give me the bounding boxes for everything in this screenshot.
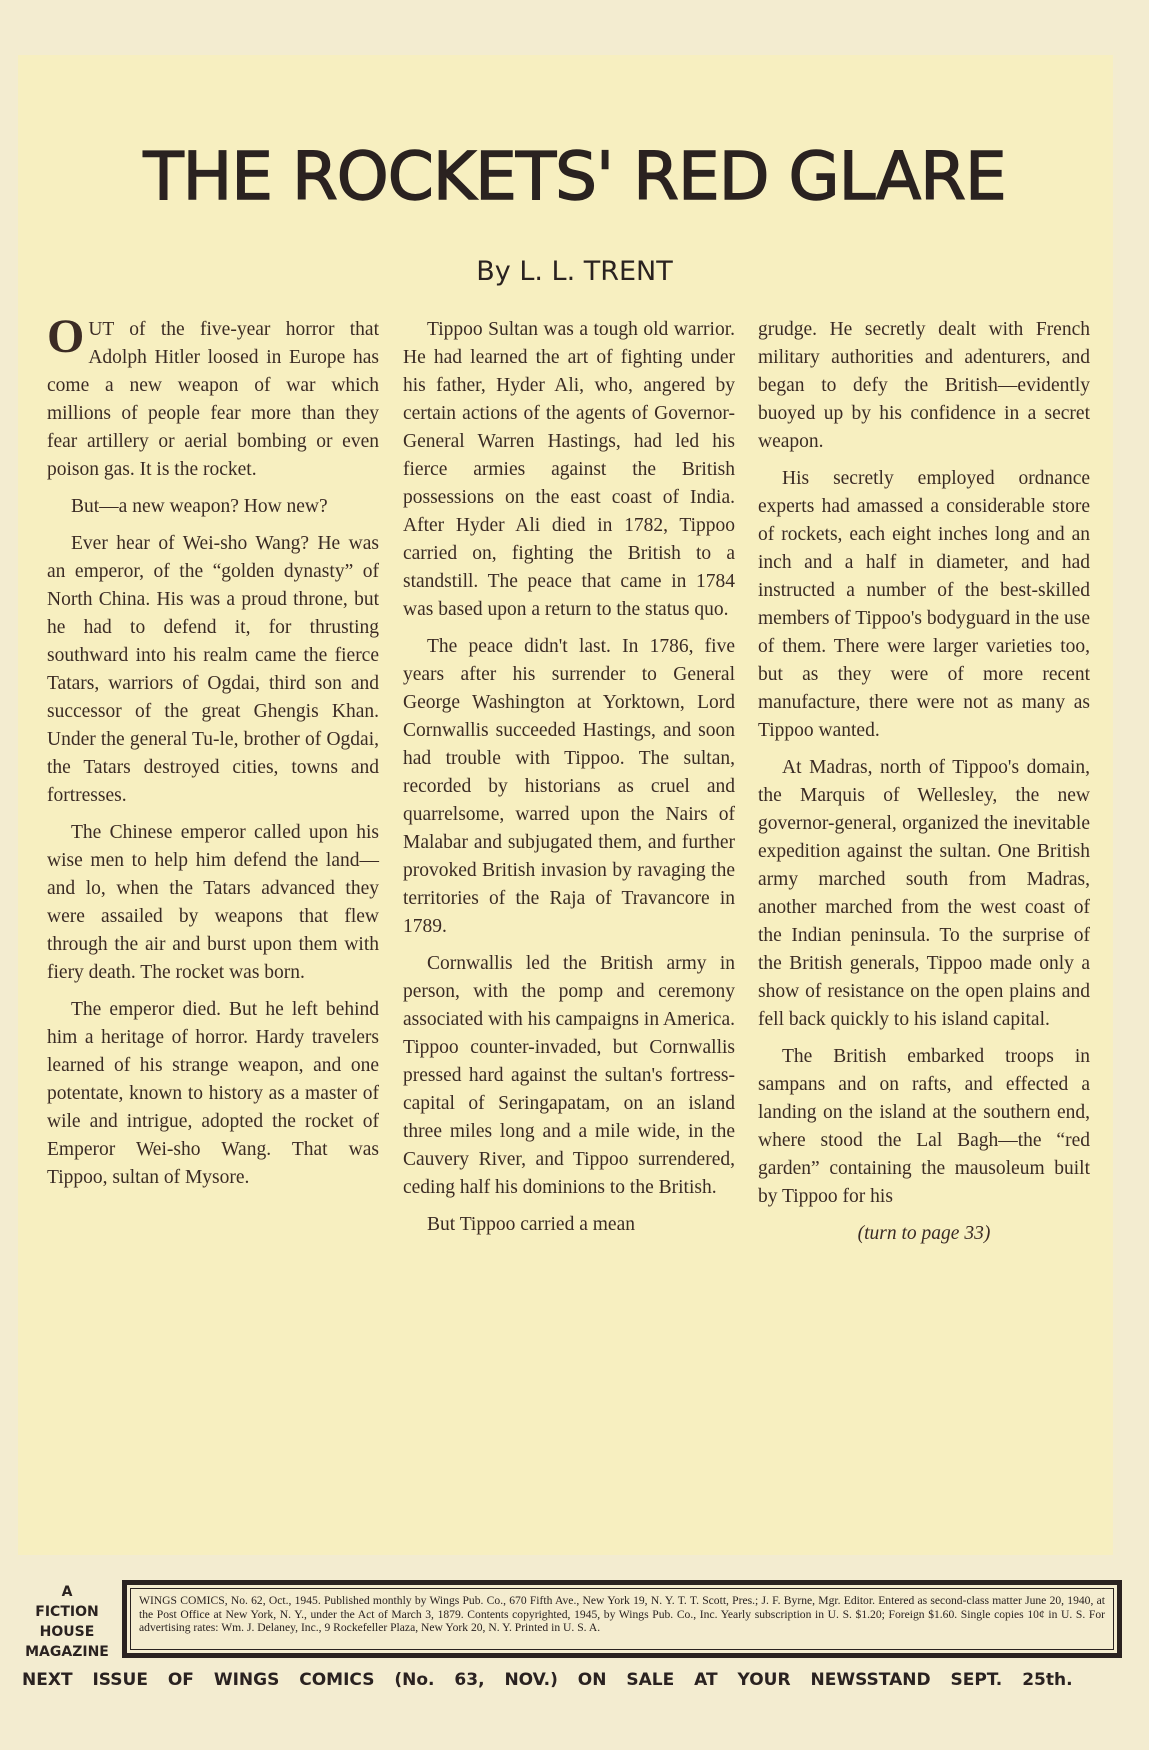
publisher-line: FICTION	[35, 1604, 99, 1620]
paragraph: But Tippoo carried a mean	[427, 1214, 635, 1235]
paragraph: Cornwallis led the British army in person, with the pomp and ceremony associated with his campaigns in America. Tippoo counter-invaded, but Cornwallis pressed hard against the sultan's fortress-capital of Seringapatam, on an island three miles long and a mile wide, in the Cauvery River, and Tippoo surrendered, ceding half his dominions to the British.	[403, 953, 735, 1198]
paragraph: The emperor died. But he left behind him a heritage of horror. Hardy travelers learned of his strange weapon, and one potentate, known to history as a master of wile and intrigue, adopted the rocket of Emperor Wei-sho Wang. That was Tippoo, sultan of Mysore.	[47, 999, 379, 1188]
paragraph: Tippoo Sultan was a tough old warrior. He had learned the art of fighting under his father, Hyder Ali, who, angered by certain actions of the agents of Governor-General Warren Hastings, had led his fierce armies against the British possessions on the east coast of India. After Hyder Ali died in 1782, Tippoo carried on, fighting the British to a standstill. The peace that came in 1784 was based upon a return to the status quo.	[403, 319, 735, 620]
byline: By L. L. TRENT	[476, 256, 673, 287]
paragraph: grudge. He secretly dealt with French military authorities and adenturers, and began to defy the British—evidently buoyed up by his confidence in a secret weapon.	[758, 319, 1090, 452]
article-title: THE ROCKETS' RED GLARE	[143, 138, 1006, 215]
paragraph: But—a new weapon? How new?	[71, 496, 328, 517]
paragraph: The peace didn't last. In 1786, five years after his surrender to General George Washington at Yorktown, Lord Cornwallis succeeded Hastings, and soon had trouble with Tippoo. The sultan, recorded by historians as cruel and quarrelsome, warred upon the Nairs of Malabar and subjugated them, and further provoked British invasion by ravaging the territories of the Raja of Travancore in 1789.	[403, 636, 735, 937]
paragraph: His secretly employed ordnance experts had amassed a considerable store of rockets, each eight inches long and an inch and a half in diameter, and had instructed a number of the best-skilled members of Tippoo's bodyguard in the use of them. There were larger varieties too, but as they were of more recent manufacture, there were not as many as Tippoo wanted.	[758, 468, 1090, 741]
paragraph: Ever hear of Wei-sho Wang? He was an emperor, of the “golden dynasty” of North China. His was a proud throne, but he had to defend it, for thrusting southward into his realm came the fierce Tatars, warriors of Ogdai, third son and successor of the great Ghengis Khan. Under the general Tu-le, brother of Ogdai, the Tatars destroyed cities, towns and fortresses.	[47, 533, 379, 806]
imprint-box: WINGS COMICS, No. 62, Oct., 1945. Published monthly by Wings Pub. Co., 670 Fifth Ave., New York 19, N. Y. T. T. Scott, Pres.; J. F. Byrne, Mgr. Editor. Entered as second-class matter June 20, 1940, at the Post Office at New York, N. Y., under the Act of March 3, 1879. Contents copyrighted, 1945, by Wings Pub. Co., Inc. Yearly subscription in U. S. $1.20; Foreign $1.60. Single copies 10¢ in U. S. For advertising rates: Wm. J. Delaney, Inc., 9 Rockefeller Plaza, New York 20, N. Y. Printed in U. S. A.	[122, 1580, 1122, 1658]
paragraph: OUT of the five-year horror that Adolph Hitler loosed in Europe has come a new weapon of war which millions of people fear more than they fear artillery or aerial bombing or even poison gas. It is the rocket.	[47, 310, 379, 480]
column-3	[758, 316, 1090, 1257]
paragraph: The British embarked troops in sampans and on rafts, and effected a landing on the island at the southern end, where stood the Lal Bagh—the “red garden” containing the mausoleum built by Tippoo for his	[758, 1046, 1090, 1207]
paragraph: The Chinese emperor called upon his wise men to help him defend the land—and lo, when the Tatars advanced they were assailed by weapons that flew through the air and burst upon them with fiery death. The rocket was born.	[47, 822, 379, 983]
next-issue-banner: NEXT ISSUE OF WINGS COMICS (No. 63, NOV.) ON SALE AT YOUR NEWSSTAND SEPT. 25th.	[22, 1670, 1073, 1690]
publisher-line: A	[61, 1584, 73, 1600]
continued-note: (turn to page 33)	[857, 1223, 991, 1244]
column-2	[403, 316, 735, 1248]
publisher-line: MAGAZINE	[25, 1644, 109, 1660]
publisher-mark	[22, 1582, 112, 1662]
publisher-line: HOUSE	[39, 1624, 95, 1640]
paragraph: At Madras, north of Tippoo's domain, the Marquis of Wellesley, the new governor-general, organized the inevitable expedition against the sultan. One British army marched south from Madras, another marched from the west coast of the Indian peninsula. To the surprise of the British generals, Tippoo made only a show of resistance on the open plains and fell back quickly to his island capital.	[758, 757, 1090, 1030]
drop-cap: O	[47, 310, 85, 363]
column-1	[47, 310, 379, 1201]
